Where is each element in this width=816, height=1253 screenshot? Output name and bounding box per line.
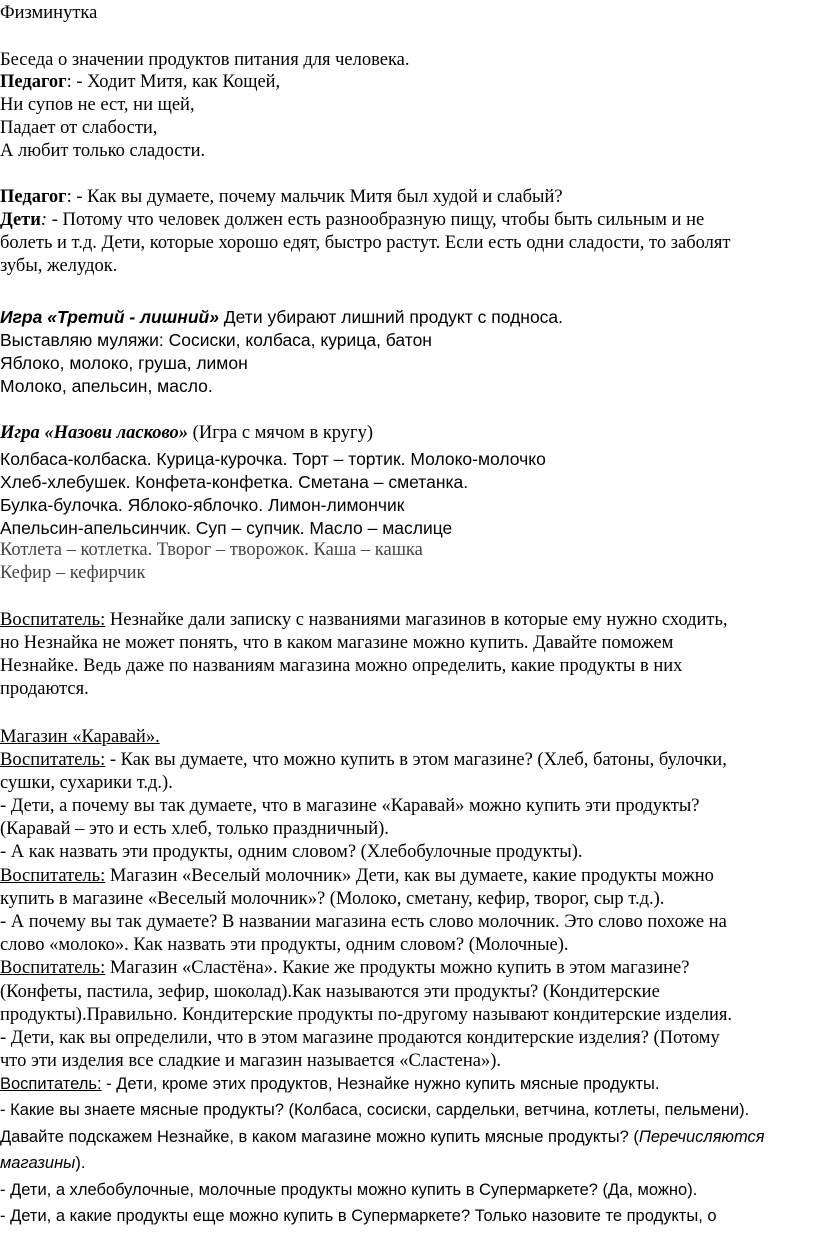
text-line bbox=[0, 1181, 697, 1200]
text-run: Булка-булочка. Яблоко-яблочко. Лимон-лимончик bbox=[0, 495, 405, 515]
text-run: : bbox=[40, 210, 48, 230]
text-line bbox=[0, 563, 146, 584]
text-run: Выставляю муляжи: Сосиски, колбаса, курица, батон bbox=[0, 330, 432, 350]
text-line bbox=[0, 727, 160, 748]
text-run: (Игра с мячом в кругу) bbox=[188, 423, 374, 443]
text-run: продукты).Правильно. Кондитерские продукты по-другому называют кондитерские изделия. bbox=[0, 1005, 733, 1025]
text-run: : - Как вы думаете, почему мальчик Митя был худой и слабый? bbox=[66, 187, 563, 207]
text-line bbox=[0, 376, 213, 397]
text-line bbox=[0, 330, 432, 351]
text-run: - Дети, а хлебобулочные, молочные продукты можно купить в Супермаркете? (Да, можно). bbox=[0, 1181, 698, 1199]
text-line bbox=[0, 256, 117, 277]
text-run: Молоко, апельсин, масло. bbox=[0, 376, 213, 396]
text-run: зубы, желудок. bbox=[0, 256, 118, 276]
text-run: - Потому что человек должен есть разнообразную пищу, чтобы быть сильным и не bbox=[47, 210, 705, 230]
text-run: - Дети, а почему вы так думаете, что в магазине «Каравай» можно купить эти продукты? bbox=[0, 796, 700, 816]
text-line bbox=[0, 210, 704, 231]
text-line bbox=[0, 423, 373, 444]
text-line bbox=[0, 495, 404, 516]
text-run: Воспитатель: bbox=[0, 750, 106, 770]
text-run: Дети bbox=[0, 210, 41, 230]
text-line bbox=[0, 1128, 765, 1147]
text-run: (Каравай – это и есть хлеб, только праздничный). bbox=[0, 819, 389, 839]
text-run: Дети убирают лишний продукт с подноса. bbox=[218, 307, 564, 327]
text-line bbox=[0, 842, 583, 863]
text-run: - Дети, как вы определили, что в этом магазине продаются кондитерские изделия? (Потому bbox=[0, 1028, 720, 1048]
text-run: - А как назвать эти продукты, одним словом? (Хлебобулочные продукты). bbox=[0, 842, 583, 862]
text-run: Незнайке дали записку с названиями магазинов в которые ему нужно сходить, bbox=[105, 610, 728, 630]
text-run: Воспитатель: bbox=[0, 610, 106, 630]
text-run: Воспитатель: bbox=[0, 1075, 102, 1093]
text-run: Кефир – кефирчик bbox=[0, 563, 146, 583]
text-line bbox=[0, 72, 280, 93]
text-run: Перечисляются bbox=[638, 1128, 765, 1146]
text-line bbox=[0, 819, 389, 840]
text-run: : - Ходит Митя, как Кощей, bbox=[66, 72, 281, 92]
text-line bbox=[0, 1075, 659, 1094]
text-line bbox=[0, 1028, 720, 1049]
text-run: ). bbox=[75, 1154, 86, 1172]
text-run: Педагог bbox=[0, 187, 67, 207]
text-run: Ни супов не ест, ни щей, bbox=[0, 95, 195, 115]
text-run: сушки, сухарики т.д.). bbox=[0, 773, 173, 793]
text-line bbox=[0, 750, 727, 771]
text-run: Незнайке. Ведь даже по названиям магазина можно определить, какие продукты в них bbox=[0, 656, 683, 676]
text-line bbox=[0, 773, 173, 794]
text-run: продаются. bbox=[0, 679, 89, 699]
text-run: Беседа о значении продуктов питания для человека. bbox=[0, 50, 410, 70]
text-line bbox=[0, 866, 714, 887]
text-run: Хлеб-хлебушек. Конфета-конфетка. Сметана – сметанка. bbox=[0, 472, 469, 492]
text-run: Магазин «Сластёна». Какие же продукты можно купить в этом магазине? bbox=[105, 958, 690, 978]
text-run: Игра «Назови ласково» bbox=[0, 423, 189, 443]
text-run: Котлета – котлетка. Творог – творожок. Каша – кашка bbox=[0, 540, 423, 560]
text-run: Магазин «Каравай». bbox=[0, 727, 160, 747]
text-line bbox=[0, 118, 157, 139]
text-line bbox=[0, 187, 563, 208]
text-run: Игра «Третий - лишний» bbox=[0, 307, 219, 327]
text-run: Физминутка bbox=[0, 3, 98, 23]
text-line bbox=[0, 141, 205, 162]
text-line bbox=[0, 307, 563, 328]
text-line bbox=[0, 1207, 717, 1226]
text-run: А любит только сладости. bbox=[0, 141, 206, 161]
text-line bbox=[0, 679, 89, 700]
text-run: Колбаса-колбаска. Курица-курочка. Торт – тортик. Молоко-молочко bbox=[0, 449, 546, 469]
text-line bbox=[0, 982, 660, 1003]
text-run: но Незнайка не может понять, что в каком магазине можно купить. Давайте поможем bbox=[0, 633, 674, 653]
text-run: что эти изделия все сладкие и магазин называется «Сластена»). bbox=[0, 1051, 501, 1071]
text-line bbox=[0, 1101, 749, 1120]
text-run: Падает от слабости, bbox=[0, 118, 158, 138]
text-line bbox=[0, 958, 689, 979]
text-line bbox=[0, 3, 97, 24]
text-run: Воспитатель: bbox=[0, 958, 106, 978]
text-line bbox=[0, 449, 546, 470]
text-run: Яблоко, молоко, груша, лимон bbox=[0, 353, 248, 373]
text-run: магазины bbox=[0, 1154, 76, 1172]
text-line bbox=[0, 610, 728, 631]
text-run: Апельсин-апельсинчик. Суп – супчик. Масло – маслице bbox=[0, 518, 453, 538]
text-run: Давайте подскажем Незнайке, в каком магазине можно купить мясные продукты? ( bbox=[0, 1128, 639, 1146]
text-line bbox=[0, 95, 195, 116]
text-line bbox=[0, 796, 700, 817]
text-line bbox=[0, 1051, 501, 1072]
text-line bbox=[0, 518, 452, 539]
text-run: слово «молоко». Как назвать эти продукты, одним словом? (Молочные). bbox=[0, 935, 569, 955]
text-run: Воспитатель: bbox=[0, 866, 106, 886]
text-line bbox=[0, 233, 730, 254]
text-run: Педагог bbox=[0, 72, 67, 92]
text-line bbox=[0, 540, 423, 561]
text-run: - Дети, а какие продукты еще можно купить в Супермаркете? Только назовите те продукты, о bbox=[0, 1207, 717, 1225]
text-line bbox=[0, 935, 569, 956]
text-line bbox=[0, 1154, 85, 1173]
text-run: - А почему вы так думаете? В названии магазина есть слово молочник. Это слово похоже на bbox=[0, 912, 727, 932]
text-line bbox=[0, 1005, 732, 1026]
text-run: - Как вы думаете, что можно купить в этом магазине? (Хлеб, батоны, булочки, bbox=[105, 750, 727, 770]
text-line bbox=[0, 889, 664, 910]
text-line bbox=[0, 50, 409, 71]
text-run: болеть и т.д. Дети, которые хорошо едят, быстро растут. Если есть одни сладости, то заболят bbox=[0, 233, 731, 253]
text-run: (Конфеты, пастила, зефир, шоколад).Как называются эти продукты? (Кондитерские bbox=[0, 982, 660, 1002]
text-line bbox=[0, 912, 727, 933]
text-run: купить в магазине «Веселый молочник»? (Молоко, сметану, кефир, творог, сыр т.д.). bbox=[0, 889, 665, 909]
text-line bbox=[0, 656, 682, 677]
text-run: Магазин «Веселый молочник» Дети, как вы думаете, какие продукты можно bbox=[105, 866, 714, 886]
text-run: - Какие вы знаете мясные продукты? (Колбаса, сосиски, сардельки, ветчина, котлеты, пельмени). bbox=[0, 1101, 750, 1119]
text-line bbox=[0, 472, 468, 493]
text-line bbox=[0, 633, 673, 654]
text-line bbox=[0, 353, 248, 374]
text-run: - Дети, кроме этих продуктов, Незнайке нужно купить мясные продукты. bbox=[101, 1075, 660, 1093]
